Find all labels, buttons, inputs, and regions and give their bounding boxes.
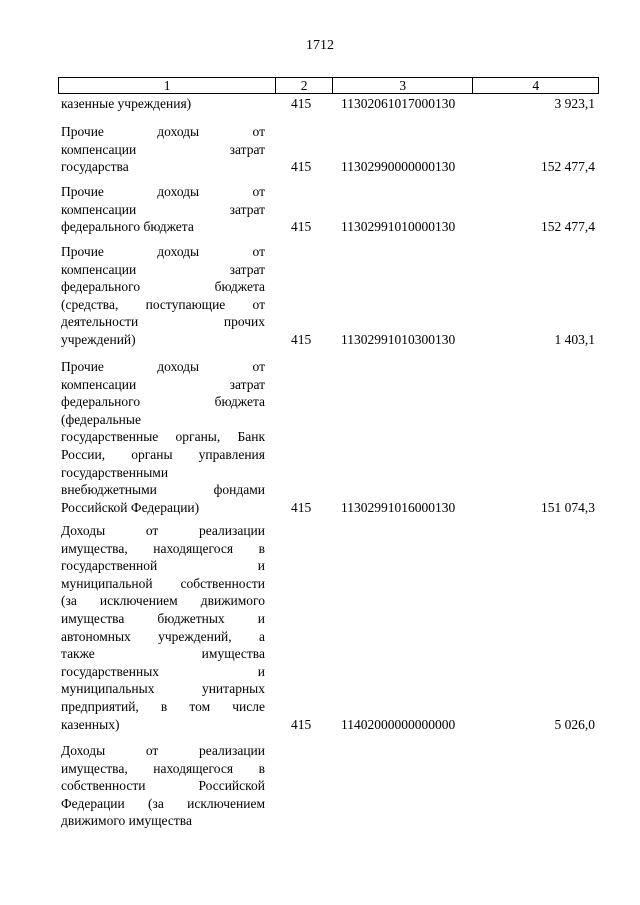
admin-code: 415 — [291, 96, 312, 111]
description-line: государственными — [61, 464, 169, 480]
description-line: собственности Российской — [61, 778, 265, 794]
description-line: Прочие доходы от — [61, 124, 265, 139]
description-line: федерального бюджета — [61, 219, 194, 235]
description-line: Прочие доходы от — [61, 244, 265, 259]
description-line: (за исключением движимого — [61, 593, 265, 609]
description-line: государственных и — [61, 663, 265, 679]
description-line: государственные органы, Банк — [61, 429, 265, 445]
amount-value: 3 923,1 — [554, 96, 595, 111]
description-line: также имущества — [61, 646, 265, 662]
description-line: государственной и — [61, 558, 265, 574]
amount-value: 151 074,3 — [541, 499, 595, 515]
header-col-1: 1 — [59, 78, 276, 93]
description-line: казенные учреждения) — [61, 96, 192, 111]
description-line: Прочие доходы от — [61, 184, 265, 199]
description-line: компенсации затрат — [61, 376, 265, 392]
page-number: 1712 — [306, 38, 334, 53]
table-header — [58, 77, 599, 94]
header-col-4: 4 — [532, 78, 540, 93]
description-line: Российской Федерации) — [61, 499, 200, 515]
description-line: муниципальных унитарных — [61, 681, 265, 697]
description-line: (федеральные — [61, 411, 141, 427]
header-col-2: 2 — [276, 78, 333, 93]
admin-code: 415 — [291, 499, 312, 515]
row-description — [61, 742, 265, 830]
admin-code: 415 — [291, 332, 312, 347]
description-line: деятельности прочих — [61, 314, 265, 330]
description-line: компенсации затрат — [61, 201, 265, 217]
description-line: России, органы управления — [61, 446, 265, 462]
description-line: движимого имущества — [61, 813, 192, 829]
description-line: имущества, находящегося в — [61, 760, 265, 776]
budget-class-code: 11402000000000000 — [341, 716, 456, 732]
description-line: учреждений) — [61, 331, 136, 347]
description-line: государства — [61, 159, 129, 175]
row-description — [61, 522, 265, 733]
admin-code: 415 — [291, 159, 312, 175]
amount-value: 1 403,1 — [554, 332, 595, 347]
description-line: федерального бюджета — [61, 394, 265, 410]
description-line: Прочие доходы от — [61, 359, 265, 374]
row-description — [61, 183, 265, 236]
description-line: Доходы от реализации — [61, 743, 265, 758]
description-line: имущества бюджетных и — [61, 610, 265, 626]
amount-value: 152 477,4 — [541, 159, 595, 175]
budget-class-code: 11302061017000130 — [341, 96, 456, 111]
description-line: автономных учреждений, а — [61, 628, 265, 644]
budget-class-code: 11302991016000130 — [341, 499, 456, 515]
admin-code: 415 — [291, 716, 312, 732]
budget-class-code: 11302991010000130 — [341, 219, 456, 235]
admin-code: 415 — [291, 219, 312, 235]
description-line: компенсации затрат — [61, 141, 265, 157]
description-line: муниципальной собственности — [61, 575, 265, 591]
description-line: Доходы от реализации — [61, 523, 265, 538]
description-line: (средства, поступающие от — [61, 296, 265, 312]
budget-class-code: 11302991010300130 — [341, 332, 456, 347]
row-description — [61, 243, 265, 349]
description-line: казенных) — [61, 716, 120, 732]
description-line: внебюджетными фондами — [61, 482, 265, 498]
description-line: имущества, находящегося в — [61, 540, 265, 556]
row-description — [61, 123, 265, 176]
description-line: федерального бюджета — [61, 279, 265, 295]
row-description — [61, 358, 265, 516]
description-line: предприятий, в том числе — [61, 698, 265, 714]
description-line: Федерации (за исключением — [61, 795, 265, 811]
amount-value: 5 026,0 — [554, 716, 595, 732]
budget-class-code: 11302990000000130 — [341, 159, 456, 175]
row-description — [61, 95, 265, 113]
header-col-3: 3 — [333, 78, 473, 93]
description-line: компенсации затрат — [61, 261, 265, 277]
amount-value: 152 477,4 — [541, 219, 595, 235]
